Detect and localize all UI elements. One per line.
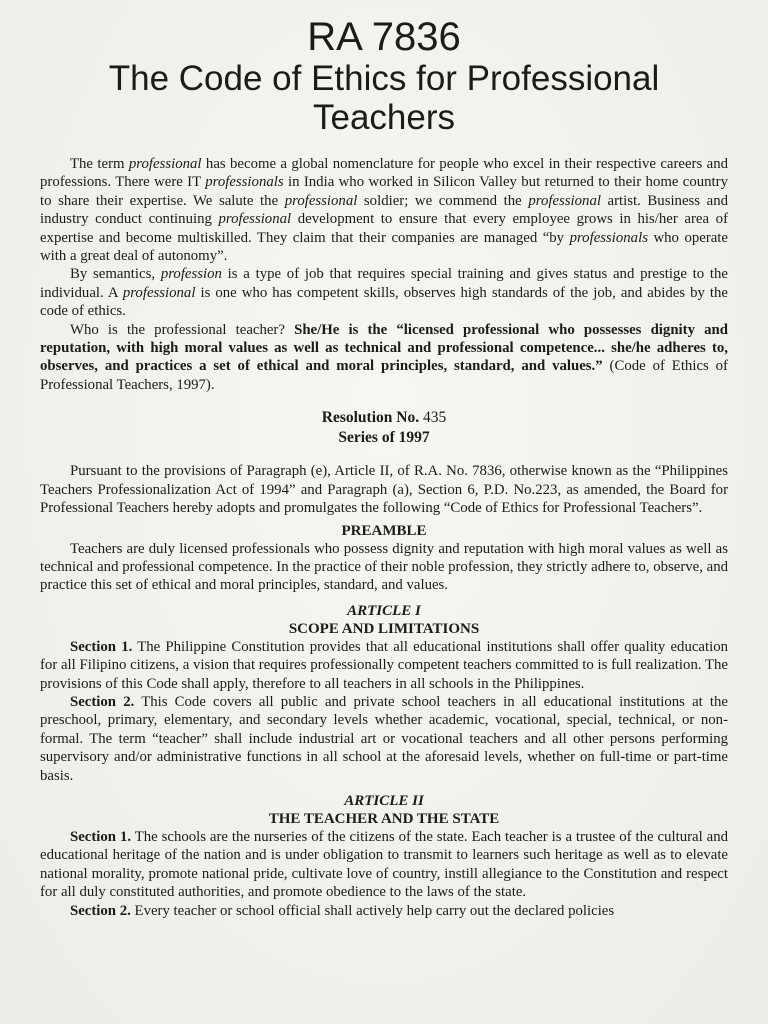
resolution-number: 435 xyxy=(422,409,447,427)
preamble-heading: PREAMBLE xyxy=(341,522,427,539)
article-1-heading: SCOPE AND LIMITATIONS xyxy=(288,620,480,637)
resolution-heading xyxy=(40,408,728,448)
intro-paragraph-3: Who is the professional teacher? She/He is the “licensed professional who possesses dignity and reputation, with high moral values as well as technical and professional competence... she/he adheres to, observes, and practices a set of ethical and moral principles, standard, and values.” (Code of Ethics of Professional Teachers, 1997). xyxy=(40,321,728,393)
resolution-label: Resolution No. xyxy=(321,409,420,427)
article-2-heading: THE TEACHER AND THE STATE xyxy=(268,810,500,827)
article-2-label: ARTICLE II xyxy=(344,792,424,809)
article-1-section-2: Section 2. This Code covers all public and private school teachers in all educational institutions at the preschool, primary, elementary, and secondary levels whether academic, vocational, special, technical, or non-formal. The term “teacher” shall include industrial art or vocational teachers and all other persons performing supervisory and/or administrative functions in all school at the aforesaid levels, whether on full-time or part-time basis. xyxy=(40,693,728,784)
document-title: The Code of Ethics for Professional Teachers xyxy=(108,59,660,137)
resolution-series: Series of 1997 xyxy=(338,429,430,447)
preamble-paragraph: Teachers are duly licensed professionals who possess dignity and reputation with high moral values as well as technical and professional competence. In the practice of their noble profession, they strictly adhere to, observe, and practice this set of ethical and moral principles, standard, and values. xyxy=(40,540,728,594)
intro-paragraph-2: By semantics, profession is a type of job that requires special training and gives status and prestige to the individual. A professional is one who has competent skills, observes high standards of the job, and abides by the code of ethics. xyxy=(40,266,728,320)
intro-paragraph-1: The term professional has become a global nomenclature for people who excel in their respective careers and professions. There were IT professionals in India who worked in Silicon Valley but returned to their home country to share their expertise. We salute the professional soldier; we commend the professional artist. Business and industry conduct continuing professional development to ensure that every employee grows in his/her area of expertise and become multiskilled. They claim that their companies are managed “by professionals who operate with a great deal of autonomy”. xyxy=(40,156,728,265)
article-2-section-2: Section 2. Every teacher or school official shall actively help carry out the declared policies xyxy=(70,902,615,919)
article-1-section-1: Section 1. The Philippine Constitution provides that all educational institutions shall offer quality education for all Filipino citizens, a vision that requires professionally competent teachers committed to is full realization. The provisions of this Code shall apply, therefore to all teachers in all schools in the Philippines. xyxy=(40,638,728,692)
pursuant-paragraph: Pursuant to the provisions of Paragraph (e), Article II, of R.A. No. 7836, otherwise known as the “Philippines Teachers Professionalization Act of 1994” and Paragraph (a), Section 6, P.D. No.223, as amended, the Board for Professional Teachers hereby adopts and promulgates the following “Code of Ethics for Professional Teachers”. xyxy=(40,463,728,517)
article-1-label: ARTICLE I xyxy=(347,602,421,619)
document-title-number: RA 7836 xyxy=(307,15,461,59)
article-2-section-1: Section 1. The schools are the nurseries of the citizens of the state. Each teacher is a trustee of the cultural and educational heritage of the nation and is under obligation to transmit to learners such heritage as well as to elevate national morality, promote national pride, cultivate love of country, instill allegiance to the Constitution and respect for all duly constituted authorities, and promote obedience to the laws of the state. xyxy=(40,828,728,901)
